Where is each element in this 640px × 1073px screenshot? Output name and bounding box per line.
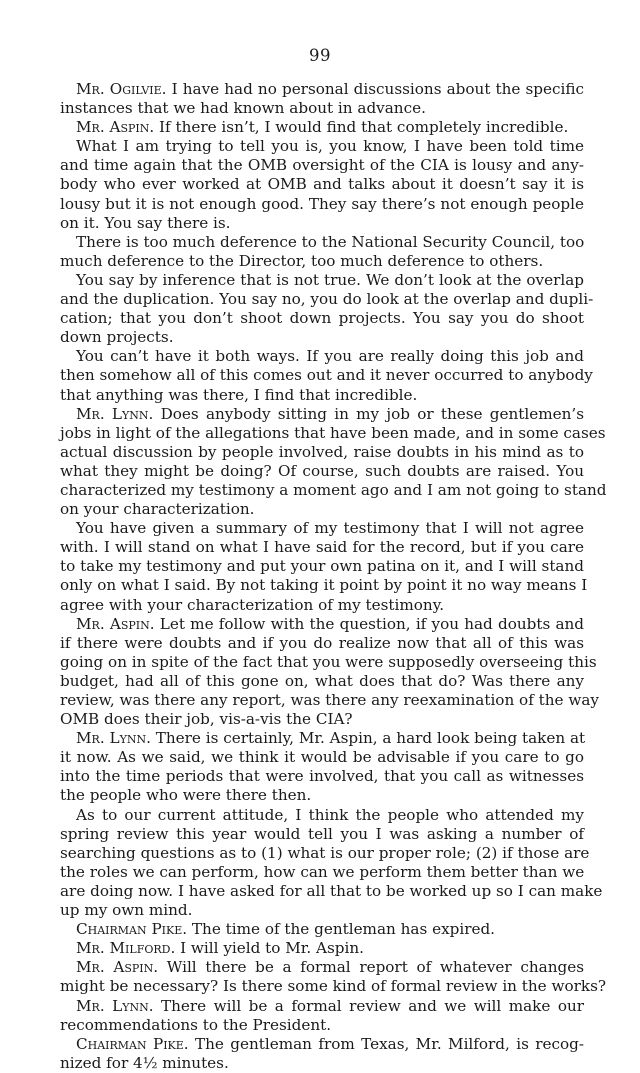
text-line — [60, 672, 584, 691]
text-line — [60, 958, 584, 977]
text-line — [60, 195, 584, 214]
text-line — [60, 691, 599, 710]
line-text: down projects. — [60, 328, 174, 347]
line-text: cation; that you don’t shoot down projects. You say you do shoot — [60, 309, 584, 328]
text-line — [60, 480, 607, 500]
line-text: lousy but it is not enough good. They say there’s not enough people — [60, 194, 584, 213]
transcript-body — [60, 80, 607, 1073]
line-text: OMB does their job, vis-a-vis the CIA? — [60, 710, 353, 729]
text-line — [60, 214, 584, 233]
transcript-paragraph — [60, 939, 584, 958]
text-line — [60, 997, 584, 1016]
text-line — [60, 920, 584, 939]
text-line — [60, 175, 584, 194]
line-text: going on in spite of the fact that you were supposedly overseeing this — [60, 652, 597, 671]
line-text: budget, had all of this gone on, what does that do? Was there any — [60, 671, 584, 690]
line-text: characterized my testimony a moment ago and I am not going to stand — [60, 480, 607, 499]
line-text: searching questions as to (1) what is our proper role; (2) if those are — [60, 843, 590, 862]
text-line — [60, 405, 584, 424]
line-text: review, was there any report, was there any reexamination of the way — [60, 691, 599, 709]
line-text: if there were doubts and if you do realize now that all of this was — [60, 633, 584, 652]
line-text: the people who were there then. — [60, 786, 312, 805]
line-text: spring review this year would tell you I was asking a number of — [60, 824, 584, 843]
transcript-paragraph — [60, 729, 584, 805]
line-text: There will be a formal review and we will make our — [161, 996, 585, 1015]
text-line — [60, 748, 584, 767]
line-text: body who ever worked at OMB and talks about it doesn’t say it is — [60, 175, 584, 194]
line-text: Will there be a formal report of whatever changes — [166, 958, 584, 977]
text-line — [60, 366, 593, 385]
text-line — [60, 710, 584, 729]
speaker-name: Mr. Lynn. — [76, 996, 154, 1015]
line-text: As to our current attitude, I think the people who attended my — [76, 805, 584, 824]
text-line — [60, 977, 607, 996]
text-line — [60, 786, 584, 805]
transcript-paragraph — [60, 118, 584, 137]
text-line — [60, 634, 584, 653]
page-number: 99 — [309, 46, 331, 65]
line-text: on it. You say there is. — [60, 213, 231, 232]
transcript-paragraph — [60, 404, 607, 520]
line-text: what they might be doing? Of course, such doubts are raised. You — [60, 461, 584, 480]
text-line — [60, 1016, 584, 1035]
text-line — [60, 80, 584, 99]
speaker-name: Chairman Pike. — [76, 920, 188, 939]
line-text: Does anybody sitting in my job or these gentlemen’s — [160, 404, 585, 423]
text-line — [60, 939, 584, 958]
text-line — [60, 271, 584, 290]
speaker-name: Mr. Ogilvie. — [76, 80, 167, 98]
transcript-paragraph — [60, 137, 584, 232]
line-text: Let me follow with the question, if you had doubts and — [159, 614, 585, 633]
text-line — [60, 615, 584, 634]
line-text: There is too much deference to the National Security Council, too — [76, 232, 585, 251]
transcript-paragraph — [60, 347, 593, 404]
speaker-name: Mr. Milford. — [76, 939, 176, 958]
line-text: If there isn’t, I would find that completely incredible. — [159, 118, 569, 137]
line-text: I have had no personal discussions about the specific — [171, 80, 585, 98]
transcript-paragraph — [60, 614, 599, 730]
line-text: actual discussion by people involved, raise doubts in his mind as to — [60, 442, 584, 461]
line-text: then somehow all of this comes out and it never occurred to anybody — [60, 366, 593, 385]
transcript-paragraph — [60, 1035, 584, 1073]
transcript-paragraph — [60, 920, 584, 939]
speaker-name: Chairman Pike. — [76, 1034, 189, 1053]
text-line — [60, 99, 584, 118]
text-line — [60, 347, 584, 366]
text-line — [60, 596, 584, 615]
line-text: I will yield to Mr. Aspin. — [180, 939, 364, 958]
text-line — [60, 1035, 584, 1054]
line-text: There is certainly, Mr. Aspin, a hard look being taken at — [155, 729, 586, 748]
line-text: might be necessary? Is there some kind of formal review in the works? — [60, 977, 607, 996]
transcript-paragraph — [60, 270, 594, 347]
line-text: into the time periods that were involved, that you call as witnesses — [60, 767, 584, 786]
text-line — [60, 863, 584, 882]
text-line — [60, 309, 584, 328]
text-line — [60, 843, 590, 863]
text-line — [60, 500, 584, 519]
line-text: You can’t have it both ways. If you are really doing this job and — [76, 347, 584, 366]
text-line — [60, 538, 584, 557]
line-text: are doing now. I have asked for all that to be worked up so I can make — [60, 881, 603, 900]
text-line — [60, 767, 584, 786]
speaker-name: Mr. Aspin. — [76, 118, 155, 137]
line-text: the roles we can perform, how can we perform them better than we — [60, 862, 585, 881]
line-text: to take my testimony and put your own patina on it, and I will stand — [60, 557, 584, 576]
text-line — [60, 233, 584, 252]
transcript-paragraph — [60, 958, 607, 996]
text-line — [60, 825, 584, 844]
text-line — [60, 386, 584, 405]
text-line — [60, 557, 584, 576]
transcript-paragraph — [60, 233, 584, 271]
speaker-name: Mr. Aspin. — [76, 614, 155, 633]
speaker-name: Mr. Lynn. — [76, 404, 154, 423]
text-line — [60, 156, 584, 175]
text-line — [60, 443, 584, 462]
text-line — [60, 423, 606, 443]
line-text: The time of the gentleman has expired. — [191, 920, 496, 939]
line-text: much deference to the Director, too much deference to others. — [60, 251, 544, 270]
text-line — [60, 290, 594, 309]
text-line — [60, 806, 584, 825]
line-text: up my own mind. — [60, 901, 193, 920]
line-text: nized for 4½ minutes. — [60, 1053, 229, 1072]
text-line — [60, 252, 584, 271]
text-line — [60, 652, 597, 672]
text-line — [60, 519, 584, 538]
text-line — [60, 576, 588, 595]
transcript-paragraph — [60, 519, 588, 614]
line-text: The gentleman from Texas, Mr. Milford, is recog- — [195, 1034, 585, 1053]
line-text: and the duplication. You say no, you do look at the overlap and dupli- — [60, 290, 594, 309]
line-text: You have given a summary of my testimony that I will not agree — [76, 519, 584, 538]
line-text: with. I will stand on what I have said for the record, but if you care — [60, 538, 584, 557]
text-line — [60, 901, 584, 920]
transcript-paragraph — [60, 805, 603, 921]
line-text: only on what I said. By not taking it point by point it no way means I — [60, 576, 588, 595]
line-text: What I am trying to tell you is, you know, I have been told time — [76, 137, 584, 156]
line-text: it now. As we said, we think it would be advisable if you care to go — [60, 748, 584, 767]
line-text: agree with your characterization of my testimony. — [60, 595, 445, 614]
text-line — [60, 328, 584, 347]
line-text: instances that we had known about in advance. — [60, 99, 426, 118]
text-line — [60, 1054, 584, 1073]
text-line — [60, 729, 584, 748]
transcript-paragraph — [60, 997, 584, 1035]
transcript-paragraph — [60, 80, 584, 118]
line-text: You say by inference that is not true. We don’t look at the overlap — [76, 270, 584, 289]
line-text: that anything was there, I find that incredible. — [60, 385, 418, 404]
line-text: and time again that the OMB oversight of the CIA is lousy and any- — [60, 156, 584, 175]
text-line — [60, 462, 584, 481]
speaker-name: Mr. Aspin. — [76, 958, 159, 977]
speaker-name: Mr. Lynn. — [76, 729, 151, 748]
text-line — [60, 881, 603, 901]
text-line — [60, 137, 584, 156]
text-line — [60, 118, 584, 137]
line-text: jobs in light of the allegations that have been made, and in some cases — [60, 423, 606, 442]
line-text: recommendations to the President. — [60, 1015, 332, 1034]
line-text: on your characterization. — [60, 500, 255, 519]
